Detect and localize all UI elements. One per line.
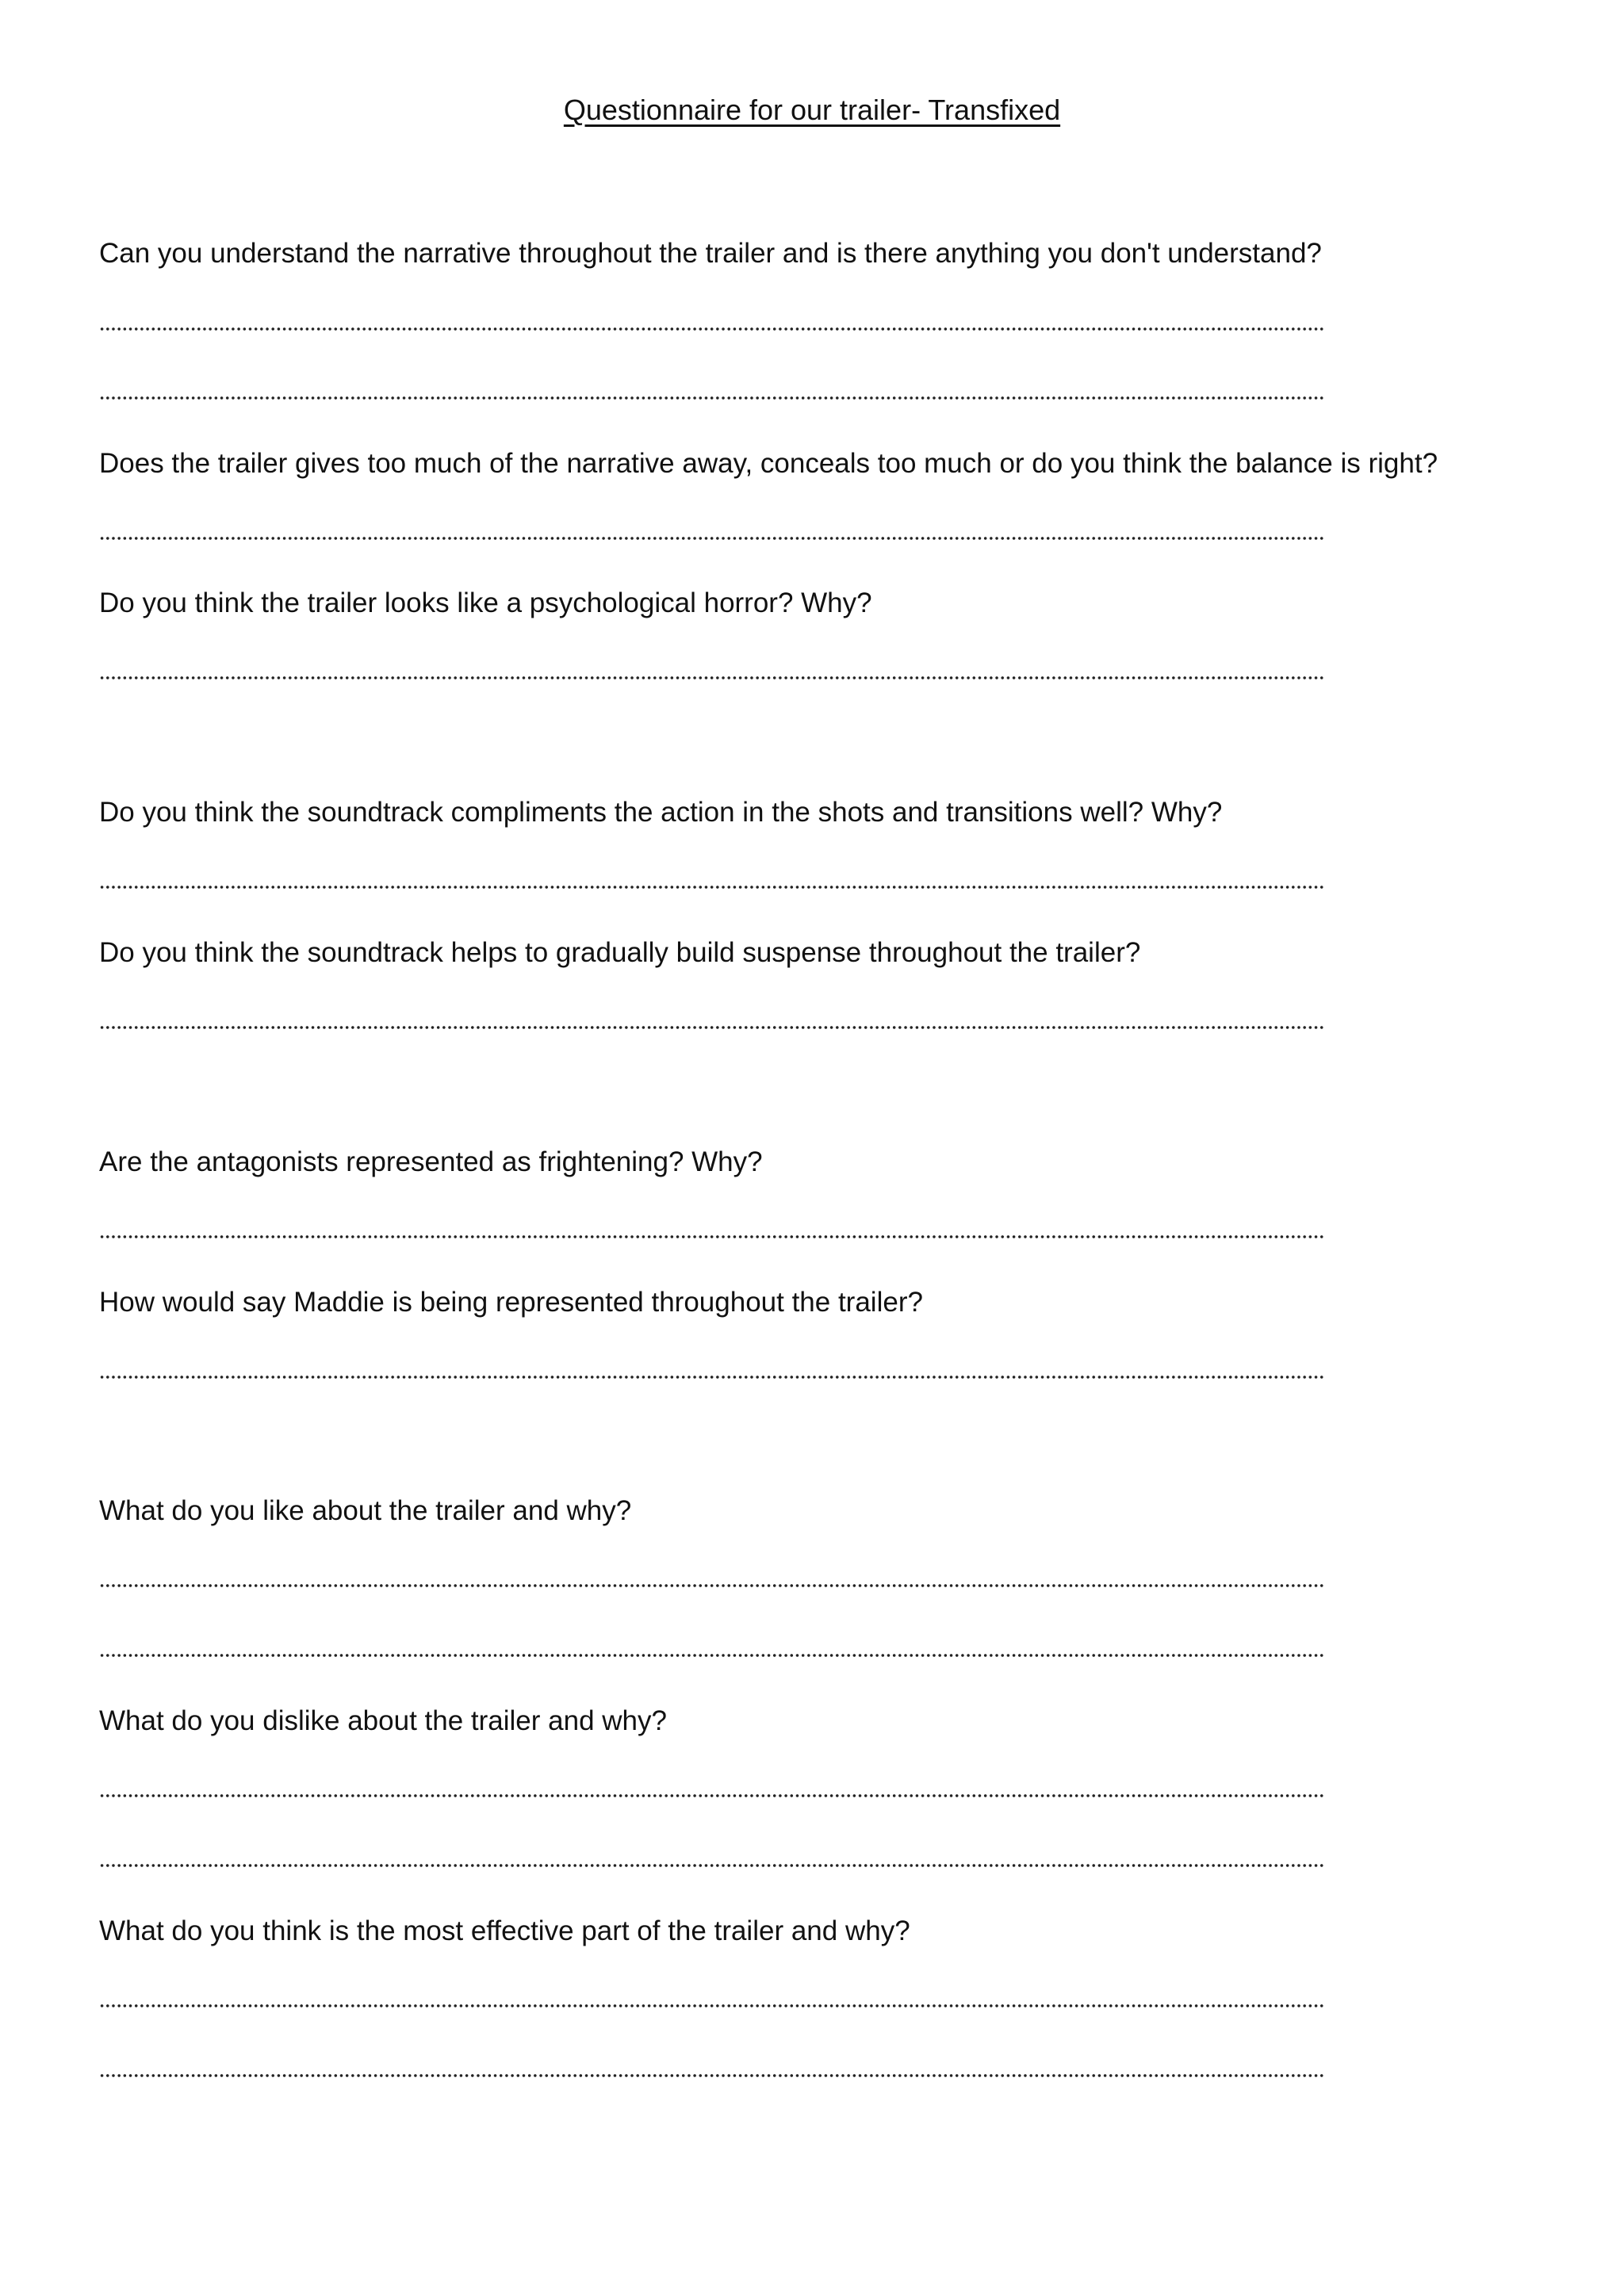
question-10: What do you think is the most effective part of the trailer and why?: [99, 1915, 910, 1946]
question-3: Do you think the trailer looks like a psychological horror? Why?: [99, 587, 872, 618]
answer-line-7[interactable]: [99, 1374, 1324, 1380]
answer-line-10a[interactable]: [99, 2003, 1324, 2009]
question-1: Can you understand the narrative throughout the trailer and is there anything you don't understand?: [99, 238, 1322, 269]
question-7: How would say Maddie is being represented throughout the trailer?: [99, 1287, 923, 1318]
answer-line-8a[interactable]: [99, 1582, 1324, 1589]
question-9: What do you dislike about the trailer and why?: [99, 1705, 667, 1736]
answer-line-8b[interactable]: [99, 1652, 1324, 1659]
answer-line-10b[interactable]: [99, 2072, 1324, 2079]
answer-line-2[interactable]: [99, 535, 1324, 541]
question-8: What do you like about the trailer and why?: [99, 1495, 632, 1526]
answer-line-5[interactable]: [99, 1024, 1324, 1031]
answer-line-1a[interactable]: [99, 326, 1324, 332]
page-title: Questionnaire for our trailer- Transfixed: [563, 94, 1061, 126]
question-5: Do you think the soundtrack helps to gradually build suspense throughout the trailer?: [99, 937, 1141, 968]
answer-line-6[interactable]: [99, 1234, 1324, 1240]
question-4: Do you think the soundtrack compliments the action in the shots and transitions well? Why?: [99, 797, 1223, 828]
question-2: Does the trailer gives too much of the narrative away, conceals too much or do you think the balance is right?: [99, 448, 1438, 479]
answer-line-3[interactable]: [99, 675, 1324, 681]
answer-line-1b[interactable]: [99, 395, 1324, 401]
answer-line-9b[interactable]: [99, 1862, 1324, 1869]
question-6: Are the antagonists represented as frightening? Why?: [99, 1146, 763, 1177]
answer-line-4[interactable]: [99, 884, 1324, 890]
answer-line-9a[interactable]: [99, 1793, 1324, 1799]
